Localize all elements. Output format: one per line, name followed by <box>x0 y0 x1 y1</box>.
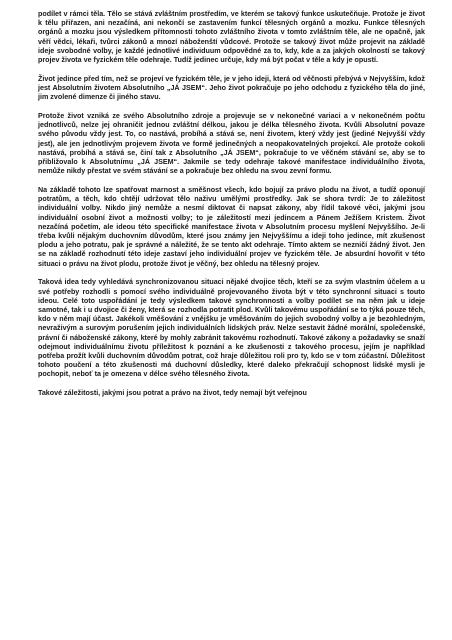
paragraph-1: podílet v rámci těla. Tělo se stává zvláštním prostředím, ve kterém se takový funkce uskutečňuje. Protože je život k tělu přiřazen, ani nezačíná, ani nekončí se zastavením funkcí tělesných orgánů a mozku. Funkce tělesných orgánů a mozku jsou výsledkem přítomnosti tohoto zvláštního života v tomto zvláštním těle, ale ne opačně, jak věří vědci, lékaři, tvůrci zákonů a mnozí náboženští vůdcové. Protože se takový život může projevit na základě ideje svobodné volby, je každé jednotlivé individuum odpovědné za to, kdy, kde a za jakých okolností se takový projev života ve fyzickém těle odehraje. Tudíž jedinec určuje, kdy má být počat v těle a kdy je opustí. <box>38 10 425 65</box>
paragraph-4: Na základě tohoto lze spatřovat marnost a směšnost všech, kdo bojují za právo plodu na život, a tudíž oponují potratům, a těch, kdo chtějí udržovat tělo naživu umělými prostředky. Jak se shora tvrdí: Je to záležitost individuální volby. Nikdo jiný nemůže a nesmí diktovat či napsat zákony, aby řídil takové věci, jakými jsou individuální osobní život a možnosti volby; to je záležitostí mezi jedincem a Pánem Ježíšem Kristem. Život nezačíná početím, ale ideou této specifické manifestace života v Absolutním procesu myšlení Nejvyššího. Je-li třeba kvůli nějakým duchovním důvodům, které jsou známy jen Nejvyššímu a ideji toho jedince, mít zkušenost plodu a jeho potratu, pak je správné a náležité, že se tento akt odehraje. Tímto aktem se nezničí žádný život. Jen se na základě rozhodnutí této ideje zastaví jeho individuální projev ve fyzickém těle. Je absurdní hovořit v této situaci o právu na život plodu, protože život je věčný, bez ohledu na tělesný projev. <box>38 186 425 268</box>
paragraph-2: Život jedince před tím, než se projeví ve fyzickém těle, je v jeho ideji, která od věčnosti přebývá v Nejvyšším, kdož jest Absolutním životem Absolutního „JÁ JSEM“. Jeho život pokračuje po jeho odchodu z fyzického těla do jiné, jim zvolené dimenze či jiného stavu. <box>38 74 425 102</box>
paragraph-3: Protože život vzniká ze svého Absolutního zdroje a projevuje se v nekonečné variaci a v nekonečném počtu jednotlivců, nelze jej ohraničit jednou zvláštní délkou, jakou je délka tělesného života. Kvůli Absolutní povaze svého původu vždy jest. To, co nastává, probíhá a stává se, není životem, který vždy jest (jediné Nejvyšší vždy jest), ale jen jednotlivým projevem života ve formě jedinečných a neopakovatelných projekcí. Ale protože cokoli nastává, probíhá a stává se, činí tak z Absolutního „JÁ JSEM“, pokračuje to ve věčném stávání se, aby se to přibližovalo k Absolutnímu „JÁ JSEM“. Jakmile se tedy odehraje takové manifestace individuálního života, nemůže nikdy přestat ve svém stávání se a pokračuje bez ohledu na svou zevní formu. <box>38 112 425 176</box>
paragraph-5: Taková idea tedy vyhledává synchronizovanou situaci nějaké dvojice těch, kteří se za svým vlastním účelem a u své potřeby rozhodli s pomocí svého individuálně projevovaného života být v této synchronní situaci s touto ideou. Celé toto uspořádání je tedy výsledkem takové synchronnosti a volby podílet se na něm jak u ideje samotné, tak i u dvojice či ženy, která se rozhodla potratit plod. Kvůli takovému uspořádání se to týká pouze těch, kdo v něm mají účast. Jakékoli vměšování z vnějšku je vměšováním do jejich svobodný volby a je bezohledným, nevraživým a surovým porušením jejich individuálních lidských práv. Nelze sestavit žádné morální, společenské, právní či náboženské zákony, které by mohly zabránit takovému rozhodnutí. Takové zákony a požadavky se snaží odejmout individuálnímu životu příležitost k poznání a ke zkušenosti z takového procesu, jejím je například potřeba prožít kvůli duchovním důvodům potrat, což hraje důležitou roli pro ty, kdo se v tom zúčastní. Důležitost tohoto poučení a této zkušenosti má duchovní důsledky, které daleko překračují schopnost lidské mysli je pochopit, neboť ta je omezena v délce svého tělesného života. <box>38 278 425 379</box>
document-page <box>38 10 425 398</box>
paragraph-6: Takové záležitosti, jakými jsou potrat a právo na život, tedy nemají být veřejnou <box>38 389 307 398</box>
